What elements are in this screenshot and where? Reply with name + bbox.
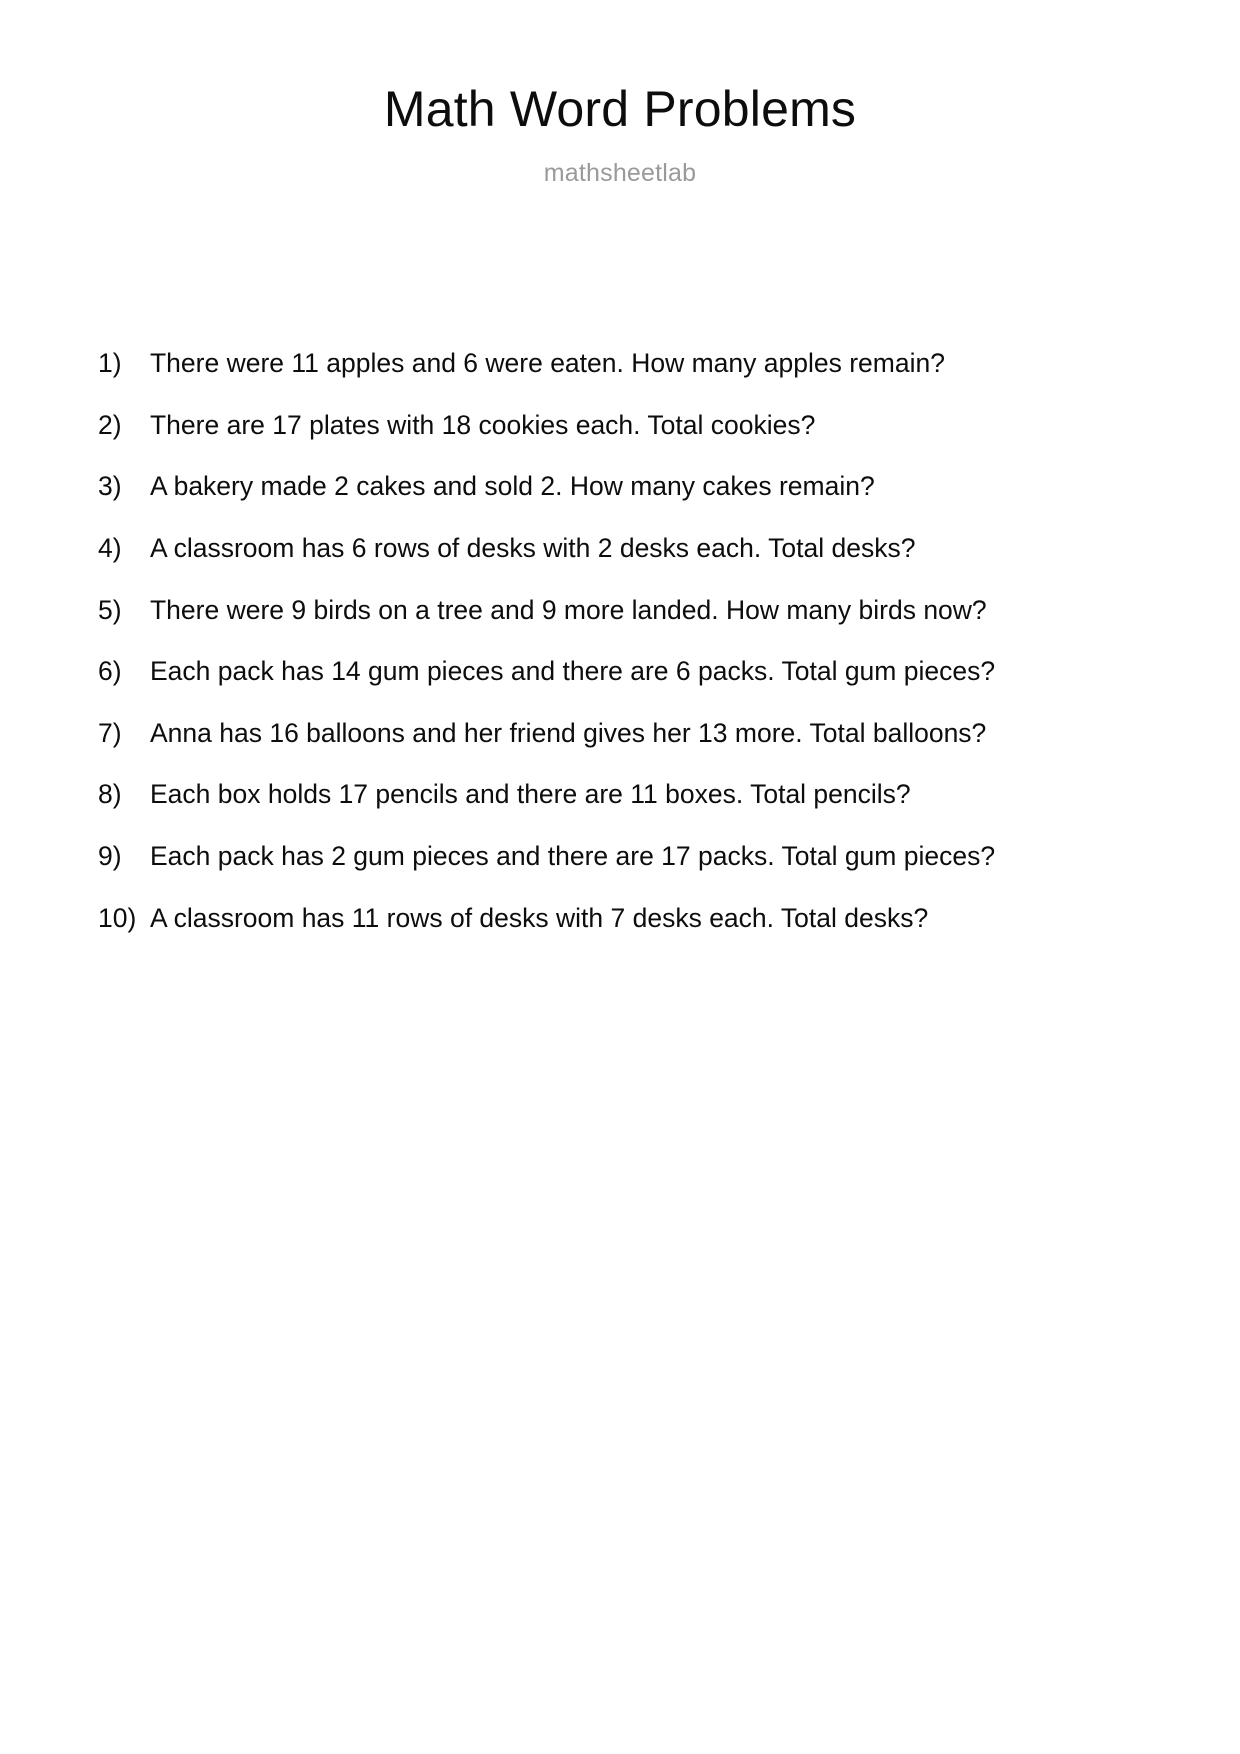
list-item — [98, 838, 1128, 876]
list-item — [98, 592, 1128, 630]
list-item — [98, 653, 1128, 691]
problem-text: Each pack has 14 gum pieces and there are 6 packs. Total gum pieces? — [150, 656, 996, 687]
problem-number: 8) — [98, 779, 122, 810]
problem-text: There were 9 birds on a tree and 9 more landed. How many birds now? — [150, 594, 987, 625]
problem-number: 6) — [98, 656, 122, 687]
list-item — [98, 776, 1128, 814]
problem-list — [98, 345, 1128, 961]
problem-number: 7) — [98, 717, 122, 748]
list-item — [98, 715, 1128, 753]
problem-number: 4) — [98, 532, 122, 563]
list-item — [98, 900, 1128, 938]
list-item — [98, 530, 1128, 568]
problem-text: Anna has 16 balloons and her friend gives her 13 more. Total balloons? — [150, 717, 987, 748]
problem-number: 5) — [98, 594, 122, 625]
problem-number: 1) — [98, 348, 122, 378]
problem-number: 10) — [98, 902, 137, 933]
problem-text: There are 17 plates with 18 cookies each. Total cookies? — [150, 409, 816, 440]
page-title: Math Word Problems — [383, 81, 857, 137]
list-item — [98, 345, 1128, 383]
problem-text: There were 11 apples and 6 were eaten. How many apples remain? — [150, 348, 945, 378]
problem-number: 2) — [98, 409, 122, 440]
problem-text: Each pack has 2 gum pieces and there are 17 packs. Total gum pieces? — [150, 841, 996, 871]
problem-number: 9) — [98, 841, 122, 871]
problem-text: Each box holds 17 pencils and there are 11 boxes. Total pencils? — [150, 779, 911, 810]
problem-number: 3) — [98, 471, 122, 502]
list-item — [98, 468, 1128, 506]
page-subtitle: mathsheetlab — [543, 159, 697, 187]
problem-text: A bakery made 2 cakes and sold 2. How many cakes remain? — [150, 471, 875, 502]
problem-text: A classroom has 6 rows of desks with 2 desks each. Total desks? — [150, 532, 916, 563]
list-item — [98, 407, 1128, 445]
problem-text: A classroom has 11 rows of desks with 7 desks each. Total desks? — [150, 902, 929, 933]
worksheet-header — [0, 0, 1240, 188]
